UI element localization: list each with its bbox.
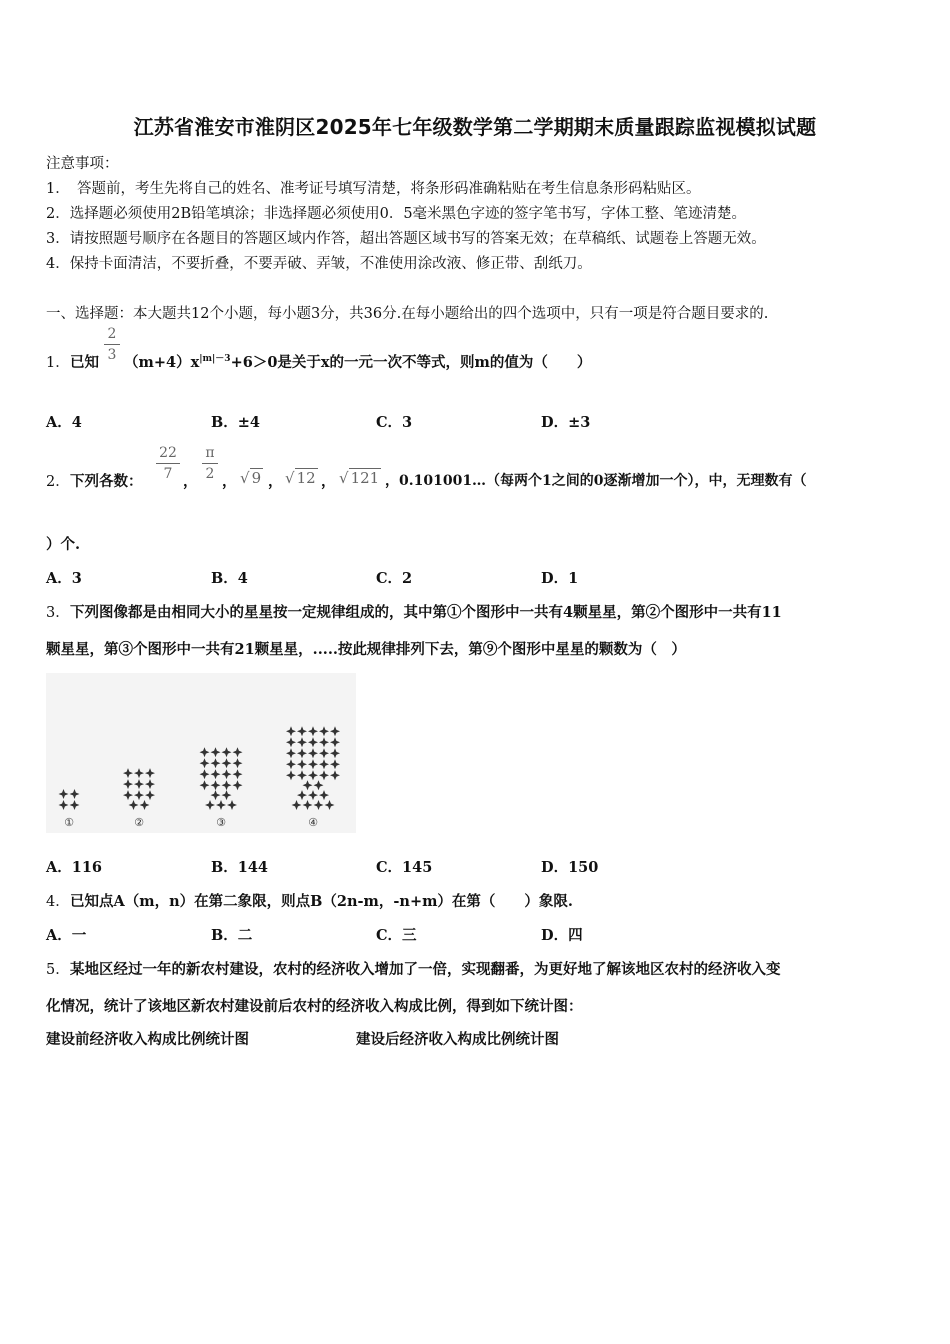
q2-sqrt-12: √ 12 (285, 469, 316, 487)
q1-fraction-numerator: 2 (107, 326, 117, 342)
q2-fraction-denominator: 2 (205, 466, 215, 482)
note-item: 4．保持卡面清洁，不要折叠，不要弄破、弄皱，不准使用涂改液、修正带、刮纸刀。 (46, 256, 592, 272)
q2-comma: ， (183, 473, 198, 490)
q2-prefix: 下列各数： (70, 473, 143, 490)
q2-option-a[interactable]: A．3 (46, 570, 82, 587)
q1-number: 1． (46, 355, 70, 371)
q2-fraction-22-7 (156, 445, 180, 482)
q2-option-b[interactable]: B．4 (211, 570, 248, 587)
q1-fraction (104, 326, 120, 363)
figure-label: ② (134, 816, 144, 829)
q2-number: 2． (46, 474, 70, 490)
q4-option-d[interactable]: D．四 (541, 927, 583, 944)
q2-fraction-denominator: 7 (163, 466, 173, 482)
q5-line1: 某地区经过一年的新农村建设，农村的经济收入增加了一倍，实现翻番，为更好地了解该地区农村的经济收入变 (70, 961, 781, 978)
q1-prefix: 已知 (70, 354, 99, 371)
q4-number: 4． (46, 894, 70, 910)
figure-label: ① (64, 816, 74, 829)
figure-label: ③ (216, 816, 226, 829)
q2-fraction-pi-2 (202, 445, 218, 482)
q5-number: 5． (46, 962, 70, 978)
q2-sqrt-9: √ 9 (240, 469, 262, 487)
q4-option-a[interactable]: A．一 (46, 927, 87, 944)
q2-option-d[interactable]: D．1 (541, 570, 579, 587)
q2-radicand: 9 (251, 469, 262, 487)
q3-line1: 下列图像都是由相同大小的星星按一定规律组成的，其中第①个图形中一共有4颗星星，第②个图形中一共有11 (70, 604, 782, 621)
q2-fraction-numerator: 22 (159, 445, 177, 461)
q1-option-c[interactable]: C．3 (376, 414, 413, 431)
note-item: 2．选择题必须使用2B铅笔填涂；非选择题必须使用0．5毫米黑色字迹的签字笔书写，字体工整、笔迹清楚。 (46, 206, 747, 222)
q3-option-b[interactable]: B．144 (211, 859, 269, 876)
q2-comma: ， (268, 473, 283, 490)
figure-label: ④ (308, 816, 318, 829)
q2-fraction-numerator: π (205, 445, 215, 461)
q1-option-a[interactable]: A．4 (46, 414, 82, 431)
q2-radicand: 121 (350, 469, 380, 487)
q2-sqrt-121: √ 121 (339, 469, 380, 487)
q5-line2: 化情况，统计了该地区新农村建设前后农村的经济收入构成比例，得到如下统计图： (46, 998, 583, 1015)
q1-expression-b: +6＞0是关于x的一元一次不等式，则m的值为（ ） (230, 354, 592, 371)
q3-option-d[interactable]: D．150 (541, 859, 599, 876)
q2-comma: ， (321, 473, 336, 490)
q2-radicand: 12 (296, 469, 316, 487)
q2-text: ，0.101001…（每两个1之间的0逐渐增加一个），中，无理数有（ (385, 473, 807, 489)
q3-option-a[interactable]: A．116 (46, 859, 103, 876)
q4-option-b[interactable]: B．二 (211, 927, 253, 944)
page-title: 江苏省淮安市淮阴区2025年七年级数学第二学期期末质量跟踪监视模拟试题 (133, 115, 817, 139)
q2-text-cont: ）个. (46, 536, 81, 553)
q3-option-c[interactable]: C．145 (376, 859, 433, 876)
q2-comma: ， (222, 473, 237, 490)
notes-heading: 注意事项： (46, 156, 119, 172)
q1-option-b[interactable]: B．±4 (211, 414, 260, 431)
q3-number: 3． (46, 605, 70, 621)
section-heading: 一、选择题：本大题共12个小题，每小题3分，共36分.在每小题给出的四个选项中，只有一项是符合题目要求的. (46, 306, 769, 322)
q1-fraction-denominator: 3 (107, 347, 117, 363)
q1-option-d[interactable]: D．±3 (541, 414, 591, 431)
q3-line2: 颗星星，第③个图形中一共有21颗星星，.....按此规律排列下去，第⑨个图形中星星的颗数为（ ） (46, 641, 686, 658)
q1-exponent: |m|－3 (199, 354, 231, 364)
chart-caption-before: 建设前经济收入构成比例统计图 (46, 1031, 249, 1048)
q1-expression-a: （m+4）x (124, 354, 200, 371)
q1-expression (124, 351, 591, 372)
q4-text: 已知点A（m，n）在第二象限，则点B（2n-m，-n+m）在第（ ）象限. (70, 893, 573, 910)
q4-option-c[interactable]: C．三 (376, 927, 417, 944)
chart-caption-after: 建设后经济收入构成比例统计图 (356, 1031, 559, 1048)
note-item: 3．请按照题号顺序在各题目的答题区域内作答，超出答题区域书写的答案无效；在草稿纸、试题卷上答题无效。 (46, 231, 766, 247)
note-item: 1． 答题前，考生先将自己的姓名、准考证号填写清楚，将条形码准确粘贴在考生信息条形码粘贴区。 (46, 181, 701, 197)
q2-option-c[interactable]: C．2 (376, 570, 413, 587)
star-pattern-figure (46, 673, 356, 833)
